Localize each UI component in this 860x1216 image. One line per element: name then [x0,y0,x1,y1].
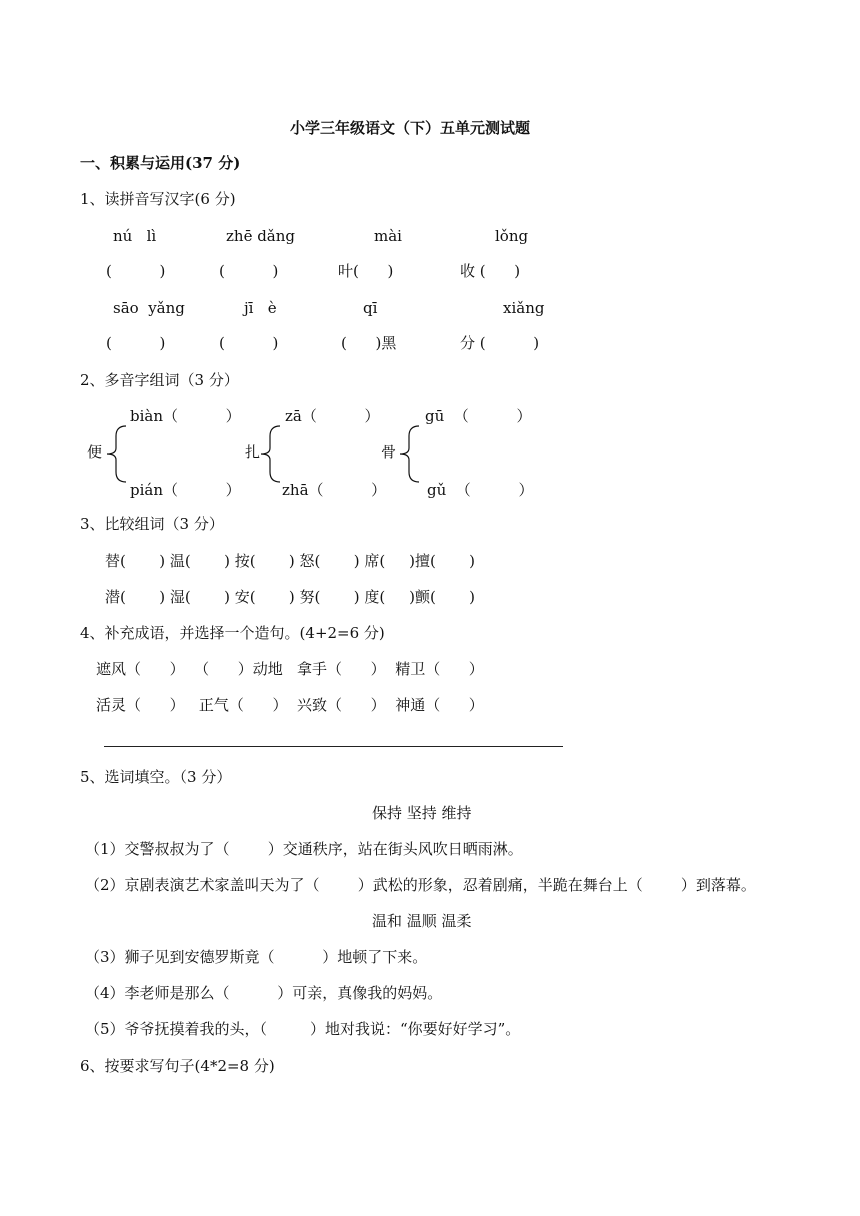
question-6-heading: 6、按要求写句子(4*2=8 分) [80,1057,275,1075]
fill-in-item[interactable]: （2）京剧表演艺术家盖叫天为了（ ）武松的形象，忍着剧痛，半跪在舞台上（ ）到落幕。 [85,876,756,894]
answer-blank[interactable]: ( ) [219,262,279,280]
pinyin-text: zhē dǎng [226,227,296,245]
answer-blank[interactable]: 分 ( ) [460,334,540,352]
answer-blank[interactable]: ( ) [219,334,279,352]
polyphone-reading[interactable]: zhā（ ） [282,481,387,499]
pinyin-text: qī [363,299,378,317]
answer-blank[interactable]: ( ) [106,262,166,280]
pinyin-text: mài [374,227,402,245]
word-choices: 保持 坚持 维持 [372,804,472,822]
question-3-heading: 3、比较组词（3 分） [80,515,224,533]
answer-blank[interactable]: 收 ( ) [460,262,521,280]
polyphone-reading[interactable]: gū （ ） [425,407,532,425]
page-title: 小学三年级语文（下）五单元测试题 [290,119,531,137]
question-4-heading: 4、补充成语，并选择一个造句。(4+2=6 分) [80,624,385,642]
fill-in-item[interactable]: （3）狮子见到安德罗斯竟（ ）地顿了下来。 [85,948,428,966]
polyphone-reading[interactable]: pián（ ） [130,481,241,499]
pinyin-text: xiǎng [503,299,545,317]
pinyin-text: nú lì [113,227,157,245]
brace-icon [258,424,282,484]
question-5-heading: 5、选词填空。（3 分） [80,768,232,786]
word-pair-row[interactable]: 替( ) 温( ) 按( ) 怒( ) 席( )擅( ) [105,552,476,570]
polyphone-char: 扎 [245,443,261,461]
sentence-answer-line[interactable] [104,746,563,747]
polyphone-reading[interactable]: gǔ （ ） [427,481,534,499]
answer-blank[interactable]: 叶( ) [338,262,394,280]
brace-icon [397,424,421,484]
idiom-row[interactable]: 活灵（ ） 正气（ ） 兴致（ ） 神通（ ） [96,696,484,714]
question-2-heading: 2、多音字组词（3 分） [80,371,239,389]
question-1-heading: 1、读拼音写汉字(6 分) [80,190,236,208]
word-choices: 温和 温顺 温柔 [372,912,472,930]
pinyin-text: jī è [244,299,277,317]
answer-blank[interactable]: ( )黑 [341,334,397,352]
fill-in-item[interactable]: （5）爷爷抚摸着我的头，（ ）地对我说：“你要好好学习”。 [85,1020,521,1038]
pinyin-text: sāo yǎng [113,299,185,317]
polyphone-reading[interactable]: zā（ ） [285,407,380,425]
polyphone-char: 便 [87,443,103,461]
word-pair-row[interactable]: 潜( ) 湿( ) 安( ) 努( ) 度( )颤( ) [105,588,476,606]
fill-in-item[interactable]: （4）李老师是那么（ ）可亲，真像我的妈妈。 [85,984,443,1002]
fill-in-item[interactable]: （1）交警叔叔为了（ ）交通秩序，站在街头风吹日晒雨淋。 [85,840,523,858]
brace-icon [104,424,128,484]
answer-blank[interactable]: ( ) [106,334,166,352]
pinyin-text: lǒng [495,227,529,245]
polyphone-char: 骨 [381,443,397,461]
polyphone-reading[interactable]: biàn（ ） [130,407,241,425]
section-heading: 一、积累与运用(37 分) [80,154,241,172]
idiom-row[interactable]: 遮风（ ） （ ）动地 拿手（ ） 精卫（ ） [96,660,484,678]
